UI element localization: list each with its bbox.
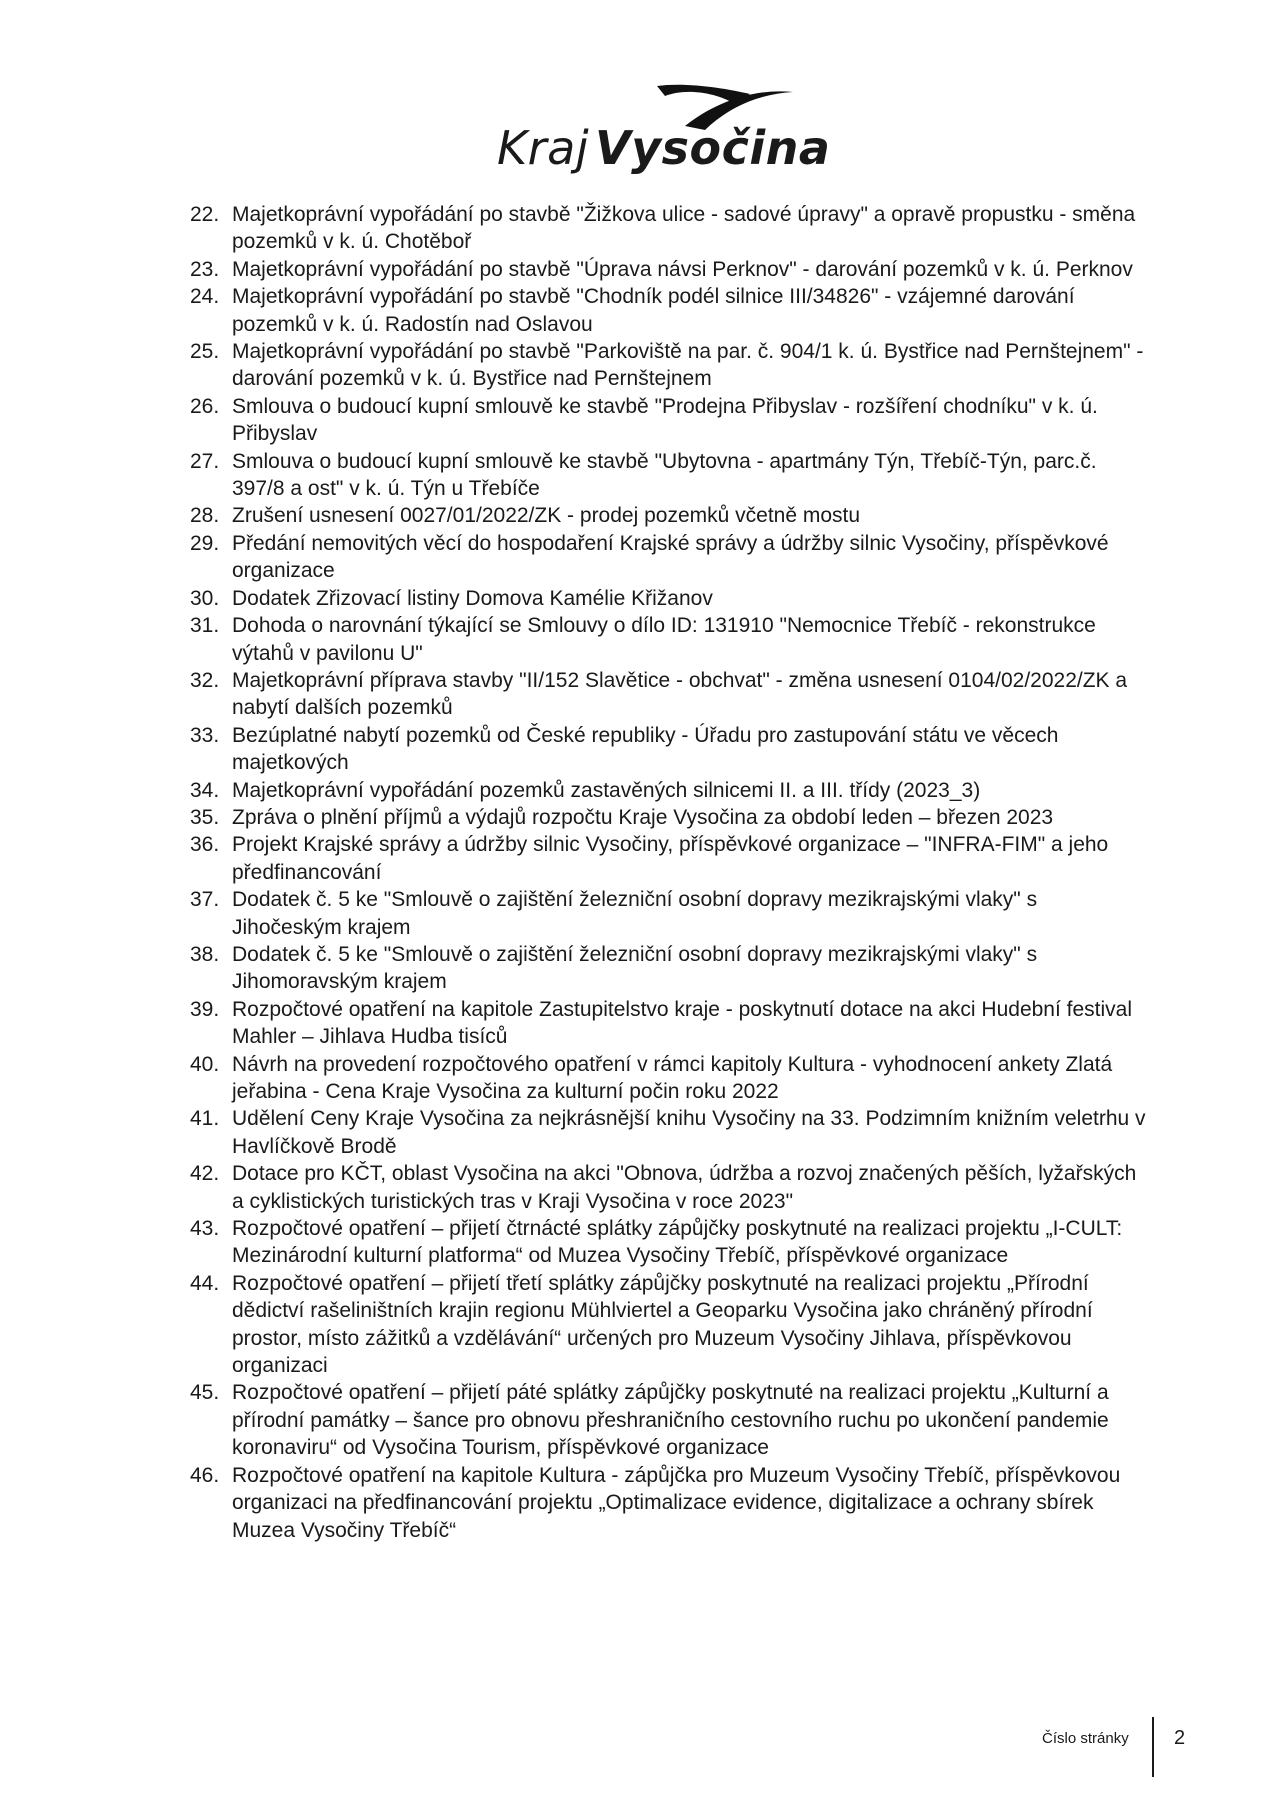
agenda-item-text: Rozpočtové opatření – přijetí páté splátky zápůjčky poskytnuté na realizaci projektu „Kulturní a přírodní památky – šance pro obnovu přeshraničního cestovního ruchu po ukončení pandemie koronaviru“ od Vysočina Tourism, příspěvkové organizace xyxy=(232,1381,1109,1460)
agenda-item-text: Dohoda o narovnání týkající se Smlouvy o dílo ID: 131910 "Nemocnice Třebíč - rekonstrukce výtahů v pavilonu U" xyxy=(232,614,1096,665)
agenda-item xyxy=(190,886,1150,941)
agenda-item-number: 38. xyxy=(190,942,220,966)
agenda-item-text: Projekt Krajské správy a údržby silnic Vysočiny, příspěvkové organizace – "INFRA-FIM" a jeho předfinancování xyxy=(232,833,1109,884)
agenda-item xyxy=(190,941,1150,996)
agenda-item xyxy=(190,1105,1150,1160)
agenda-item-number: 37. xyxy=(190,888,220,912)
agenda-item xyxy=(190,530,1150,585)
agenda-item xyxy=(190,283,1150,338)
agenda-item-text: Majetkoprávní vypořádání po stavbě "Chodník podél silnice III/34826" - vzájemné darování pozemků v k. ú. Radostín nad Oslavou xyxy=(232,285,1075,336)
agenda-item xyxy=(190,502,1150,529)
agenda-item xyxy=(190,338,1150,393)
agenda-item-text: Majetkoprávní vypořádání po stavbě "Parkoviště na par. č. 904/1 k. ú. Bystřice nad Pernštejnem" - darování pozemků v k. ú. Bystřice nad Pernštejnem xyxy=(232,340,1144,391)
agenda-list xyxy=(190,201,1150,1544)
agenda-item-text: Bezúplatné nabytí pozemků od České republiky - Úřadu pro zastupování státu ve věcech majetkových xyxy=(232,723,1059,775)
agenda-item-number: 28. xyxy=(190,504,220,528)
page-number-label: Číslo stránky xyxy=(1042,1730,1129,1747)
agenda-item-number: 29. xyxy=(190,531,220,555)
agenda-item-number: 42. xyxy=(190,1162,220,1186)
agenda-item-number: 33. xyxy=(190,723,220,747)
agenda-item xyxy=(190,1379,1150,1461)
agenda-item-number: 46. xyxy=(190,1463,220,1487)
agenda-item-number: 36. xyxy=(190,833,220,857)
agenda-item-text: Návrh na provedení rozpočtového opatření v rámci kapitoly Kultura - vyhodnocení ankety Zlatá jeřabina - Cena Kraje Vysočina za kulturní počin roku 2022 xyxy=(232,1052,1113,1103)
logo-word-kraj: Kraj xyxy=(497,121,590,175)
logo-word-vysocina: Vysočina xyxy=(595,121,831,175)
agenda-item-text: Dodatek č. 5 ke "Smlouvě o zajištění železniční osobní dopravy mezikrajskými vlaky" s Jihomoravským krajem xyxy=(232,942,1038,994)
agenda-item xyxy=(190,448,1150,503)
agenda-item xyxy=(190,612,1150,667)
agenda-item xyxy=(190,201,1150,256)
agenda-item-text: Dodatek č. 5 ke "Smlouvě o zajištění železniční osobní dopravy mezikrajskými vlaky" s Jihočeským krajem xyxy=(232,888,1038,939)
agenda-item xyxy=(190,585,1150,612)
agenda-item-text: Dotace pro KČT, oblast Vysočina na akci "Obnova, údržba a rozvoj značených pěších, lyžařských a cyklistických turistických tras v Kraji Vysočina v roce 2023" xyxy=(232,1162,1137,1213)
agenda-item xyxy=(190,1215,1150,1270)
agenda-item-text: Předání nemovitých věcí do hospodaření Krajské správy a údržby silnic Vysočiny, příspěvkové organizace xyxy=(232,531,1109,583)
agenda-item xyxy=(190,804,1150,831)
agenda-item xyxy=(190,996,1150,1051)
agenda-item xyxy=(190,393,1150,448)
agenda-item-number: 45. xyxy=(190,1381,220,1405)
agenda-item-text: Zrušení usnesení 0027/01/2022/ZK - prodej pozemků včetně mostu xyxy=(232,504,861,528)
agenda-item-number: 39. xyxy=(190,997,220,1021)
agenda-item-number: 40. xyxy=(190,1052,220,1076)
agenda-item-text: Majetkoprávní příprava stavby "II/152 Slavětice - obchvat" - změna usnesení 0104/02/2022/ZK a nabytí dalších pozemků xyxy=(232,668,1128,720)
logo-wordmark xyxy=(497,120,830,176)
footer-divider xyxy=(1152,1717,1154,1777)
agenda-item-text: Majetkoprávní vypořádání po stavbě "Žižkova ulice - sadové úpravy" a opravě propustku - směna pozemků v k. ú. Chotěboř xyxy=(232,203,1136,254)
agenda-item xyxy=(190,256,1150,283)
agenda-item-text: Udělení Ceny Kraje Vysočina za nejkrásnější knihu Vysočiny na 33. Podzimním knižním veletrhu v Havlíčkově Brodě xyxy=(232,1107,1146,1158)
agenda-item-text: Rozpočtové opatření na kapitole Zastupitelstvo kraje - poskytnutí dotace na akci Hudební festival Mahler – Jihlava Hudba tisíců xyxy=(232,997,1133,1049)
agenda-item xyxy=(190,667,1150,722)
agenda-item-text: Rozpočtové opatření na kapitole Kultura - zápůjčka pro Muzeum Vysočiny Třebíč, příspěvkovou organizaci na předfinancování projektu „Optimalizace evidence, digitalizace a ochrany sbírek Muzea Vysočiny Třebíč“ xyxy=(232,1463,1121,1542)
agenda-item-text: Dodatek Zřizovací listiny Domova Kamélie Křižanov xyxy=(232,586,713,610)
agenda-item-text: Majetkoprávní vypořádání pozemků zastavěných silnicemi II. a III. třídy (2023_3) xyxy=(232,778,981,802)
agenda-item-number: 24. xyxy=(190,285,220,309)
agenda-item-number: 25. xyxy=(190,340,220,364)
agenda-item-text: Zpráva o plnění příjmů a výdajů rozpočtu Kraje Vysočina za období leden – březen 2023 xyxy=(232,805,1054,829)
agenda-item-text: Smlouva o budoucí kupní smlouvě ke stavbě "Prodejna Přibyslav - rozšíření chodníku" v k. ú. Přibyslav xyxy=(232,394,1098,446)
agenda-item-number: 32. xyxy=(190,668,220,692)
agenda-item-number: 26. xyxy=(190,394,220,418)
agenda-item xyxy=(190,831,1150,886)
agenda-item-number: 27. xyxy=(190,449,220,473)
agenda-item-number: 31. xyxy=(190,614,220,638)
kraj-vysocina-logo xyxy=(497,80,831,180)
agenda-item-number: 23. xyxy=(190,257,220,281)
agenda-item-number: 35. xyxy=(190,805,220,829)
agenda-item xyxy=(190,1051,1150,1106)
agenda-item-number: 34. xyxy=(190,778,220,802)
agenda-item-text: Majetkoprávní vypořádání po stavbě "Úprava návsi Perknov" - darování pozemků v k. ú. Perknov xyxy=(232,257,1133,281)
agenda-item-text: Rozpočtové opatření – přijetí třetí splátky zápůjčky poskytnuté na realizaci projektu „Přírodní dědictví rašeliništních krajin regionu Mühlviertel a Geoparku Vysočina jako chráněný přírodní prostor, místo zážitků a vzdělávání“ určených pro Muzeum Vysočiny Jihlava, příspěvkovou organizaci xyxy=(232,1271,1093,1378)
page-number: 2 xyxy=(1174,1727,1186,1749)
agenda-item xyxy=(190,1160,1150,1215)
agenda-item-number: 43. xyxy=(190,1217,220,1241)
agenda-item-number: 44. xyxy=(190,1271,220,1295)
agenda-item-text: Rozpočtové opatření – přijetí čtrnácté splátky zápůjčky poskytnuté na realizaci projektu „I-CULT: Mezinárodní kulturní platforma“ od Muzea Vysočiny Třebíč, příspěvkové organizace xyxy=(232,1217,1123,1268)
agenda-item xyxy=(190,777,1150,804)
agenda-item xyxy=(190,1462,1150,1544)
agenda-item-number: 41. xyxy=(190,1107,220,1131)
agenda-item-number: 22. xyxy=(190,203,220,226)
agenda-item-number: 30. xyxy=(190,586,220,610)
agenda-item xyxy=(190,1270,1150,1380)
agenda-item-text: Smlouva o budoucí kupní smlouvě ke stavbě "Ubytovna - apartmány Týn, Třebíč-Týn, parc.č. 397/8 a ost" v k. ú. Týn u Třebíče xyxy=(232,449,1097,501)
agenda-item xyxy=(190,722,1150,777)
